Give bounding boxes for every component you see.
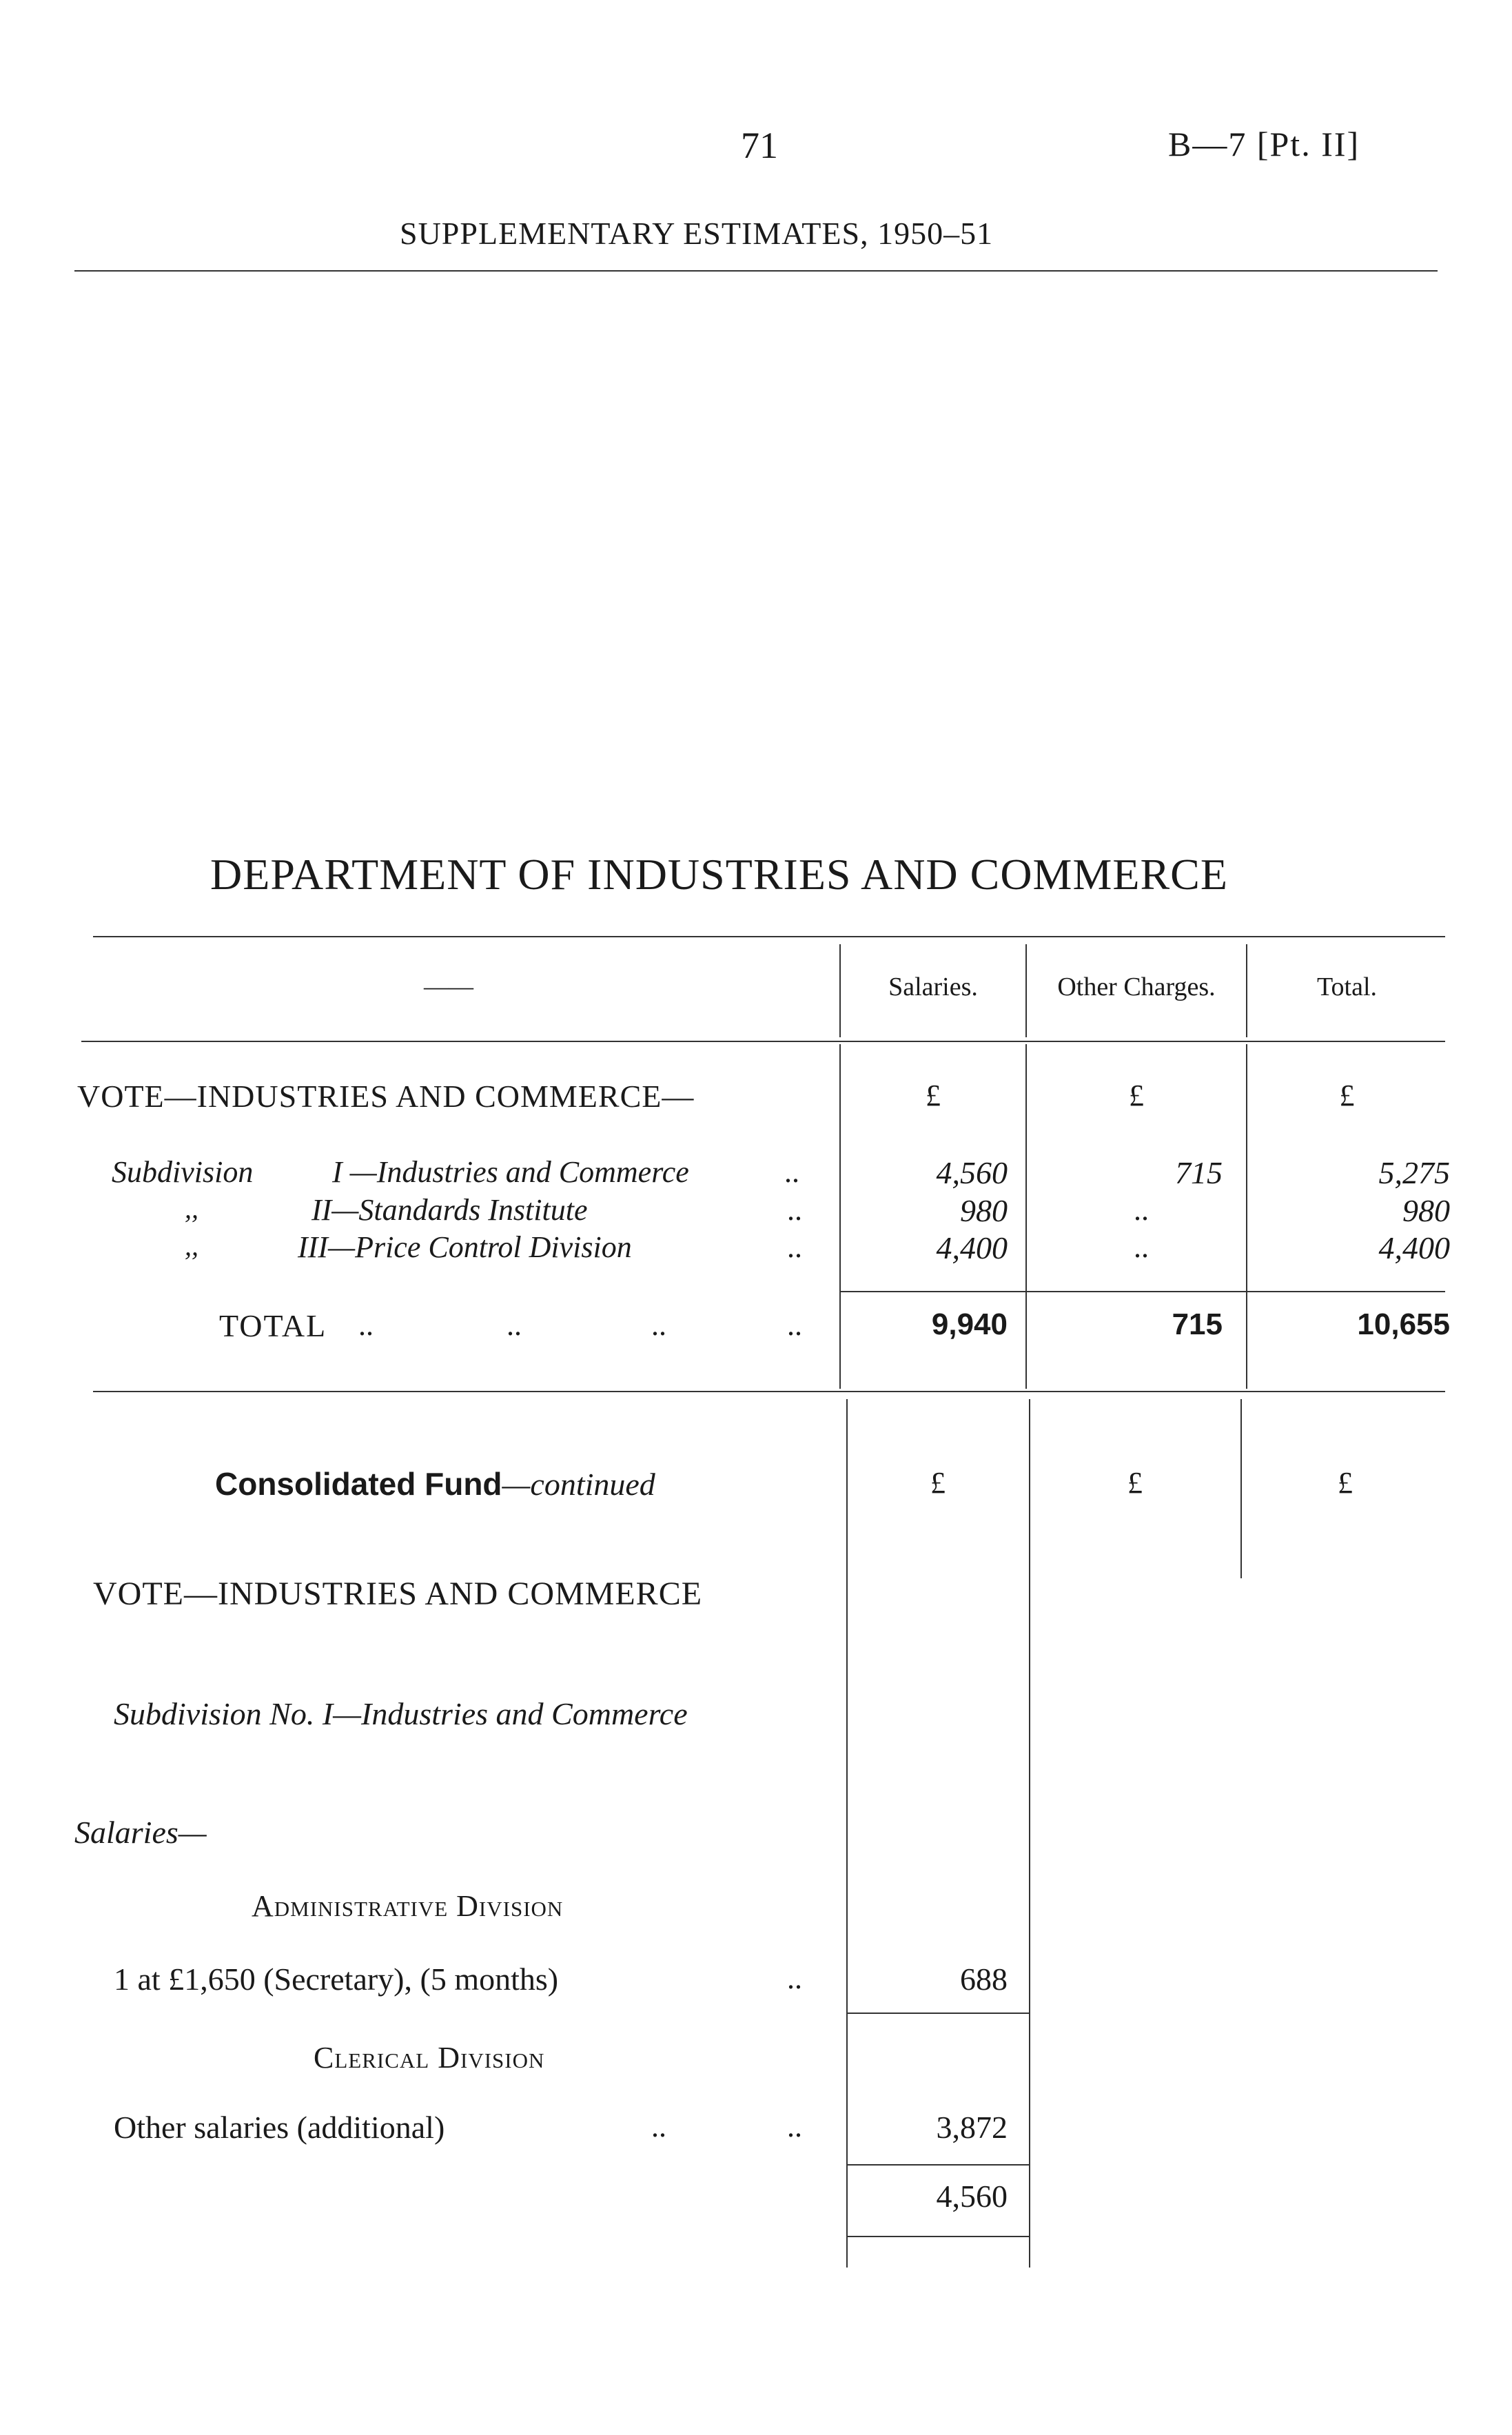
page-number: 71 [741, 125, 778, 166]
summary-bottom-rule [93, 1391, 1445, 1392]
summary-col-divider-3b [1246, 1044, 1247, 1389]
header-rule [74, 270, 1438, 272]
fund-heading [215, 1465, 655, 1502]
row-prefix: ,, [185, 1230, 198, 1261]
clerical-line-leader: .. [651, 2110, 666, 2143]
row-other-charges: .. [1134, 1230, 1149, 1264]
currency-symbol-total: £ [1339, 1079, 1355, 1112]
running-title: SUPPLEMENTARY ESTIMATES, 1950–51 [400, 216, 994, 251]
salaries-heading: Salaries— [74, 1815, 207, 1850]
row-salaries: 4,400 [936, 1230, 1008, 1265]
row-salaries: 980 [960, 1193, 1008, 1228]
clerical-subtotal-rule [846, 2164, 1029, 2166]
detail-subdivision-label: Subdivision No. I—Industries and Commerce [114, 1696, 688, 1731]
total-salaries: 9,940 [931, 1307, 1008, 1341]
row-label: II—Standards Institute [311, 1193, 588, 1227]
total-leader: .. [507, 1308, 522, 1342]
detail-currency-salaries: £ [930, 1466, 946, 1500]
summary-total-rule [839, 1291, 1445, 1292]
column-header-total: Total. [1316, 972, 1378, 1001]
row-leader: .. [784, 1155, 799, 1189]
clerical-line-text: Other salaries (additional) [114, 2110, 445, 2145]
total-leader: .. [787, 1308, 802, 1342]
blank-column-marker: —— [424, 972, 473, 1000]
row-total: 4,400 [1378, 1230, 1450, 1265]
clerical-line-leader: .. [787, 2110, 802, 2143]
department-title: DEPARTMENT OF INDUSTRIES AND COMMERCE [210, 850, 1228, 899]
total-leader: .. [651, 1308, 666, 1342]
row-prefix: Subdivision [112, 1155, 254, 1189]
administrative-division-heading: Administrative Division [252, 1889, 564, 1923]
column-header-other-charges: Other Charges. [1057, 972, 1216, 1001]
admin-line-value: 688 [960, 1962, 1008, 1997]
row-prefix: ,, [185, 1193, 198, 1224]
admin-subtotal-rule [846, 2013, 1029, 2014]
clerical-line-value: 3,872 [936, 2110, 1008, 2145]
summary-header-rule [81, 1041, 1445, 1042]
detail-vote-label: VOTE—INDUSTRIES AND COMMERCE [93, 1576, 703, 1612]
clerical-division-heading: Clerical Division [314, 2041, 545, 2075]
summary-vote-label: VOTE—INDUSTRIES AND COMMERCE— [77, 1079, 695, 1114]
row-leader: .. [787, 1193, 802, 1227]
summary-col-divider-3 [1246, 944, 1247, 1037]
total-label: TOTAL [219, 1308, 327, 1343]
total-leader: .. [358, 1308, 374, 1342]
row-label: III—Price Control Division [298, 1230, 632, 1264]
row-other-charges: 715 [1175, 1155, 1223, 1190]
row-leader: .. [787, 1230, 802, 1264]
column-header-salaries: Salaries. [888, 972, 978, 1001]
document-reference: B—7 [Pt. II] [1168, 125, 1360, 163]
summary-col-divider-1 [839, 944, 841, 1037]
subtotal-value: 4,560 [936, 2179, 1008, 2214]
row-total: 5,275 [1378, 1155, 1450, 1190]
currency-symbol-salaries: £ [926, 1079, 941, 1112]
row-label: I —Industries and Commerce [332, 1155, 689, 1189]
fund-label: Consolidated Fund [215, 1466, 502, 1502]
summary-top-rule [93, 936, 1445, 937]
row-other-charges: .. [1134, 1193, 1149, 1227]
fund-continued: —continued [502, 1467, 655, 1502]
summary-col-divider-1b [839, 1044, 841, 1389]
subtotal-bottom-rule [846, 2236, 1029, 2237]
total-other-charges: 715 [1172, 1307, 1223, 1341]
row-salaries: 4,560 [936, 1155, 1008, 1190]
row-total: 980 [1402, 1193, 1450, 1228]
summary-col-divider-2 [1025, 944, 1027, 1037]
detail-col-divider-2 [1029, 1399, 1030, 2268]
currency-symbol-other: £ [1129, 1079, 1144, 1112]
admin-line-text: 1 at £1,650 (Secretary), (5 months) [114, 1962, 559, 1997]
detail-currency-total: £ [1338, 1466, 1353, 1500]
summary-col-divider-2b [1025, 1044, 1027, 1389]
admin-line-leader: .. [787, 1962, 802, 1995]
detail-currency-other: £ [1127, 1466, 1143, 1500]
total-total: 10,655 [1357, 1307, 1450, 1341]
